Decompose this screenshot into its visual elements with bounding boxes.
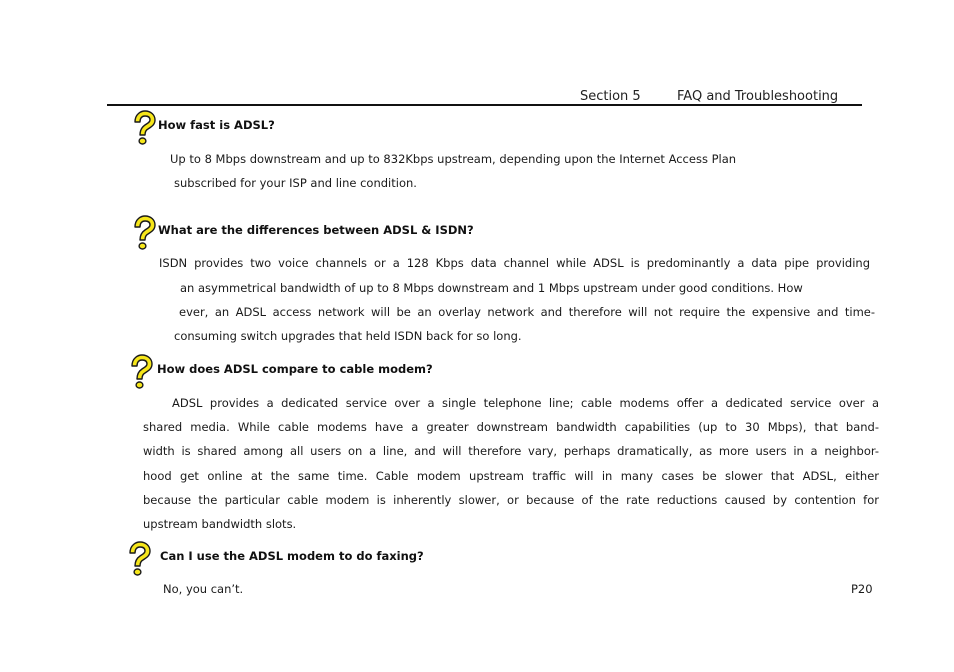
faq-question-4: Can I use the ADSL modem to do faxing?	[160, 549, 424, 563]
faq-answer-3-line-2: shared media. While cable modems have a greater downstream bandwidth capabilities (up to 30 Mbps), that band-	[143, 420, 879, 434]
question-mark-icon	[131, 215, 157, 251]
page-number: P20	[851, 582, 873, 596]
faq-question-1: How fast is ADSL?	[158, 118, 275, 132]
header-section-label: Section 5	[580, 89, 641, 104]
question-mark-icon	[128, 354, 154, 390]
faq-answer-1-line-1: Up to 8 Mbps downstream and up to 832Kbps upstream, depending upon the Internet Access Plan	[170, 152, 737, 166]
faq-answer-1-line-2: subscribed for your ISP and line condition.	[174, 176, 417, 190]
header-title: FAQ and Troubleshooting	[677, 89, 839, 104]
faq-answer-3-line-4: hood get online at the same time. Cable modem upstream traffic will in many cases be slower that ADSL, either	[143, 469, 879, 483]
faq-answer-2-line-3: ever, an ADSL access network will be an overlay network and therefore will not require the expensive and time-	[179, 305, 875, 319]
faq-answer-3-line-1: ADSL provides a dedicated service over a single telephone line; cable modems offer a dedicated service over a	[172, 396, 879, 410]
faq-answer-3-line-6: upstream bandwidth slots.	[143, 517, 297, 531]
faq-answer-2-line-1: ISDN provides two voice channels or a 128 Kbps data channel while ADSL is predominantly a data pipe providing	[159, 256, 870, 270]
faq-answer-2-line-2: an asymmetrical bandwidth of up to 8 Mbps downstream and 1 Mbps upstream under good conditions. How	[180, 281, 803, 295]
faq-question-2: What are the differences between ADSL & ISDN?	[158, 223, 474, 237]
faq-question-3: How does ADSL compare to cable modem?	[157, 362, 433, 376]
question-mark-icon	[131, 110, 157, 146]
faq-answer-4-line-1: No, you can’t.	[163, 582, 244, 596]
header-divider	[107, 104, 862, 106]
faq-answer-2-line-4: consuming switch upgrades that held ISDN back for so long.	[174, 329, 522, 343]
faq-answer-3-line-5: because the particular cable modem is inherently slower, or because of the rate reductions caused by contention for	[143, 493, 879, 507]
question-mark-icon	[126, 541, 152, 577]
faq-answer-3-line-3: width is shared among all users on a line, and will therefore vary, perhaps dramatically, as more users in a neighbor-	[143, 444, 879, 458]
